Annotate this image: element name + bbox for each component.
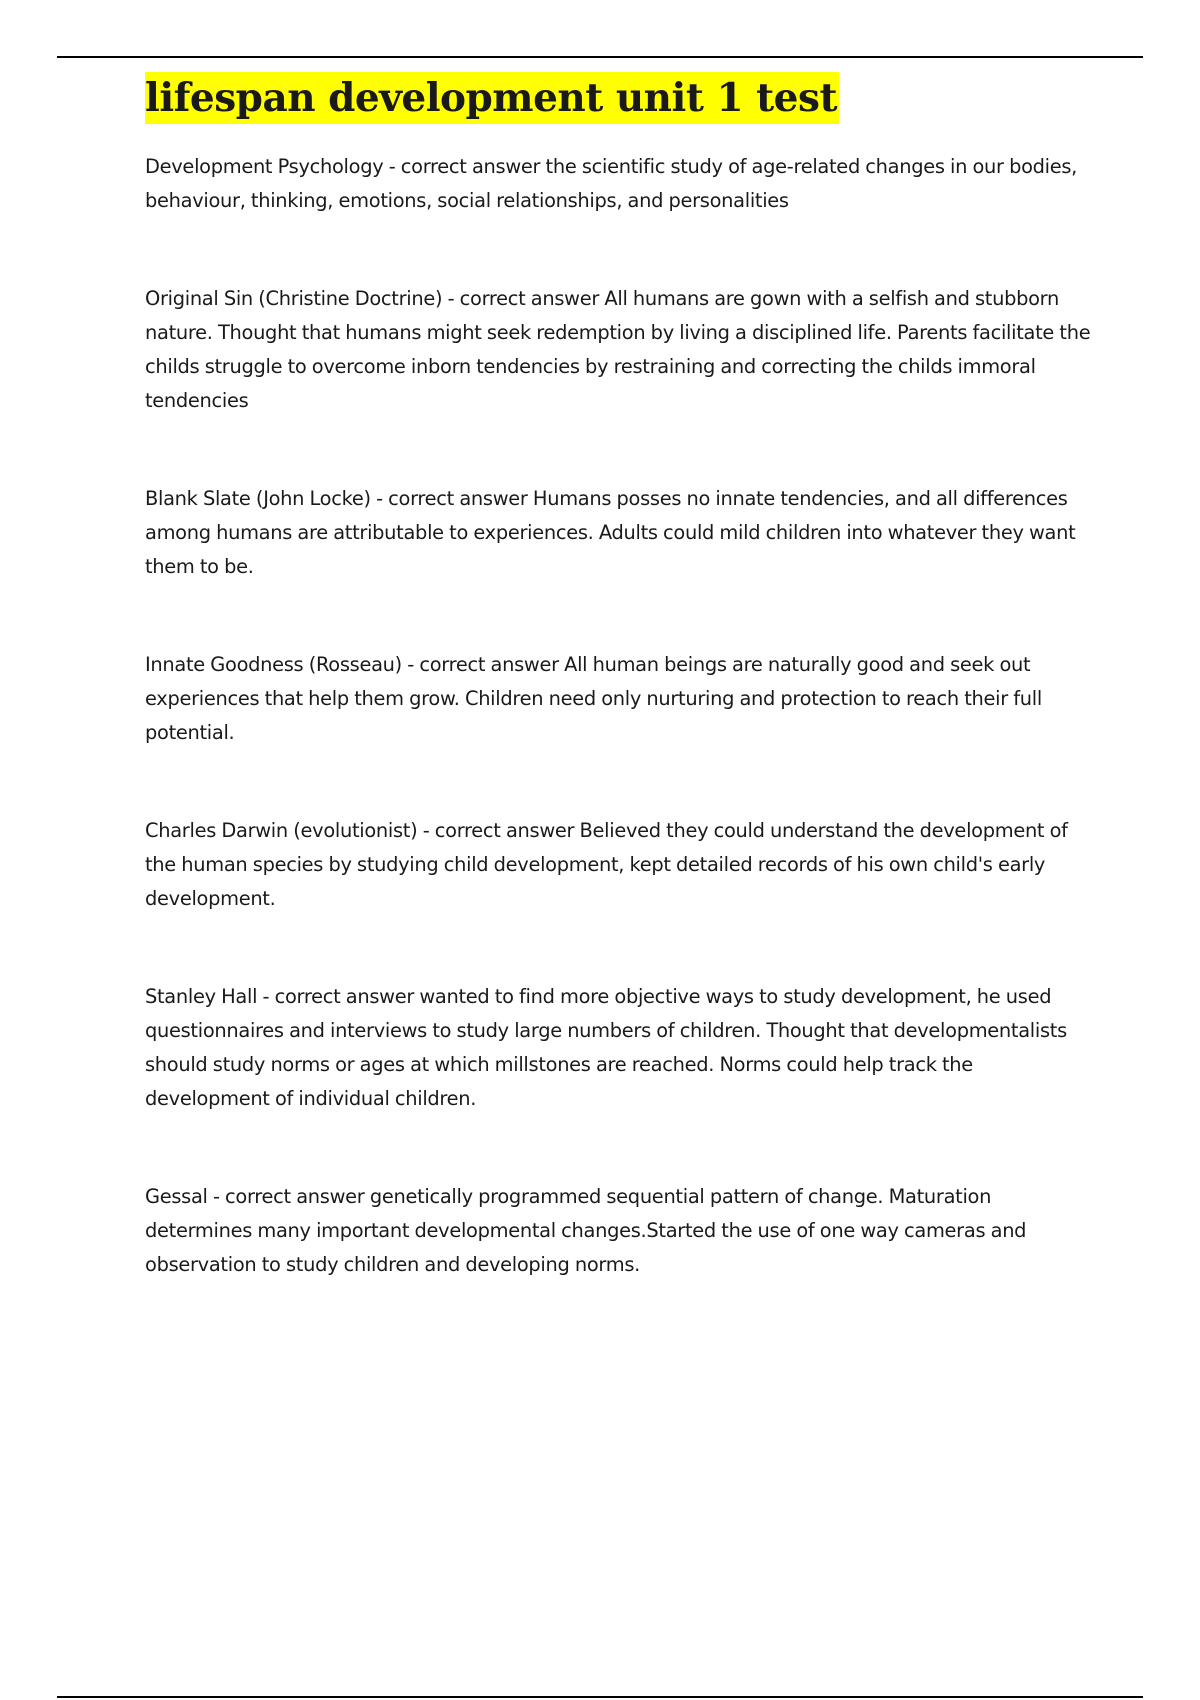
document-body	[145, 72, 1095, 1282]
entry-charles-darwin: Charles Darwin (evolutionist) - correct answer Believed they could understand the development of the human species by studying child development, kept detailed records of his own child's early development.	[145, 819, 1068, 910]
entry-development-psychology: Development Psychology - correct answer the scientific study of age-related changes in our bodies, behaviour, thinking, emotions, social relationships, and personalities	[145, 155, 1078, 212]
top-rule	[57, 56, 1143, 58]
entry-gessal: Gessal - correct answer genetically programmed sequential pattern of change. Maturation determines many important developmental changes.Started the use of one way cameras and observation to study children and developing norms.	[145, 1185, 1027, 1276]
entry-blank-slate: Blank Slate (John Locke) - correct answer Humans posses no innate tendencies, and all differences among humans are attributable to experiences. Adults could mild children into whatever they want them to be.	[145, 487, 1076, 578]
entry-original-sin: Original Sin (Christine Doctrine) - correct answer All humans are gown with a selfish and stubborn nature. Thought that humans might seek redemption by living a disciplined life. Parents facilitate the childs struggle to overcome inborn tendencies by restraining and correcting the childs immoral tendencies	[145, 287, 1091, 412]
document-title: lifespan development unit 1 test	[145, 72, 839, 124]
bottom-rule	[57, 1696, 1143, 1698]
entry-innate-goodness: Innate Goodness (Rosseau) - correct answer All human beings are naturally good and seek out experiences that help them grow. Children need only nurturing and protection to reach their full potential.	[145, 653, 1042, 744]
entry-stanley-hall: Stanley Hall - correct answer wanted to find more objective ways to study development, he used questionnaires and interviews to study large numbers of children. Thought that developmentalists should study norms or ages at which millstones are reached. Norms could help track the development of individual children.	[145, 985, 1067, 1110]
entry-list	[145, 150, 1095, 1282]
